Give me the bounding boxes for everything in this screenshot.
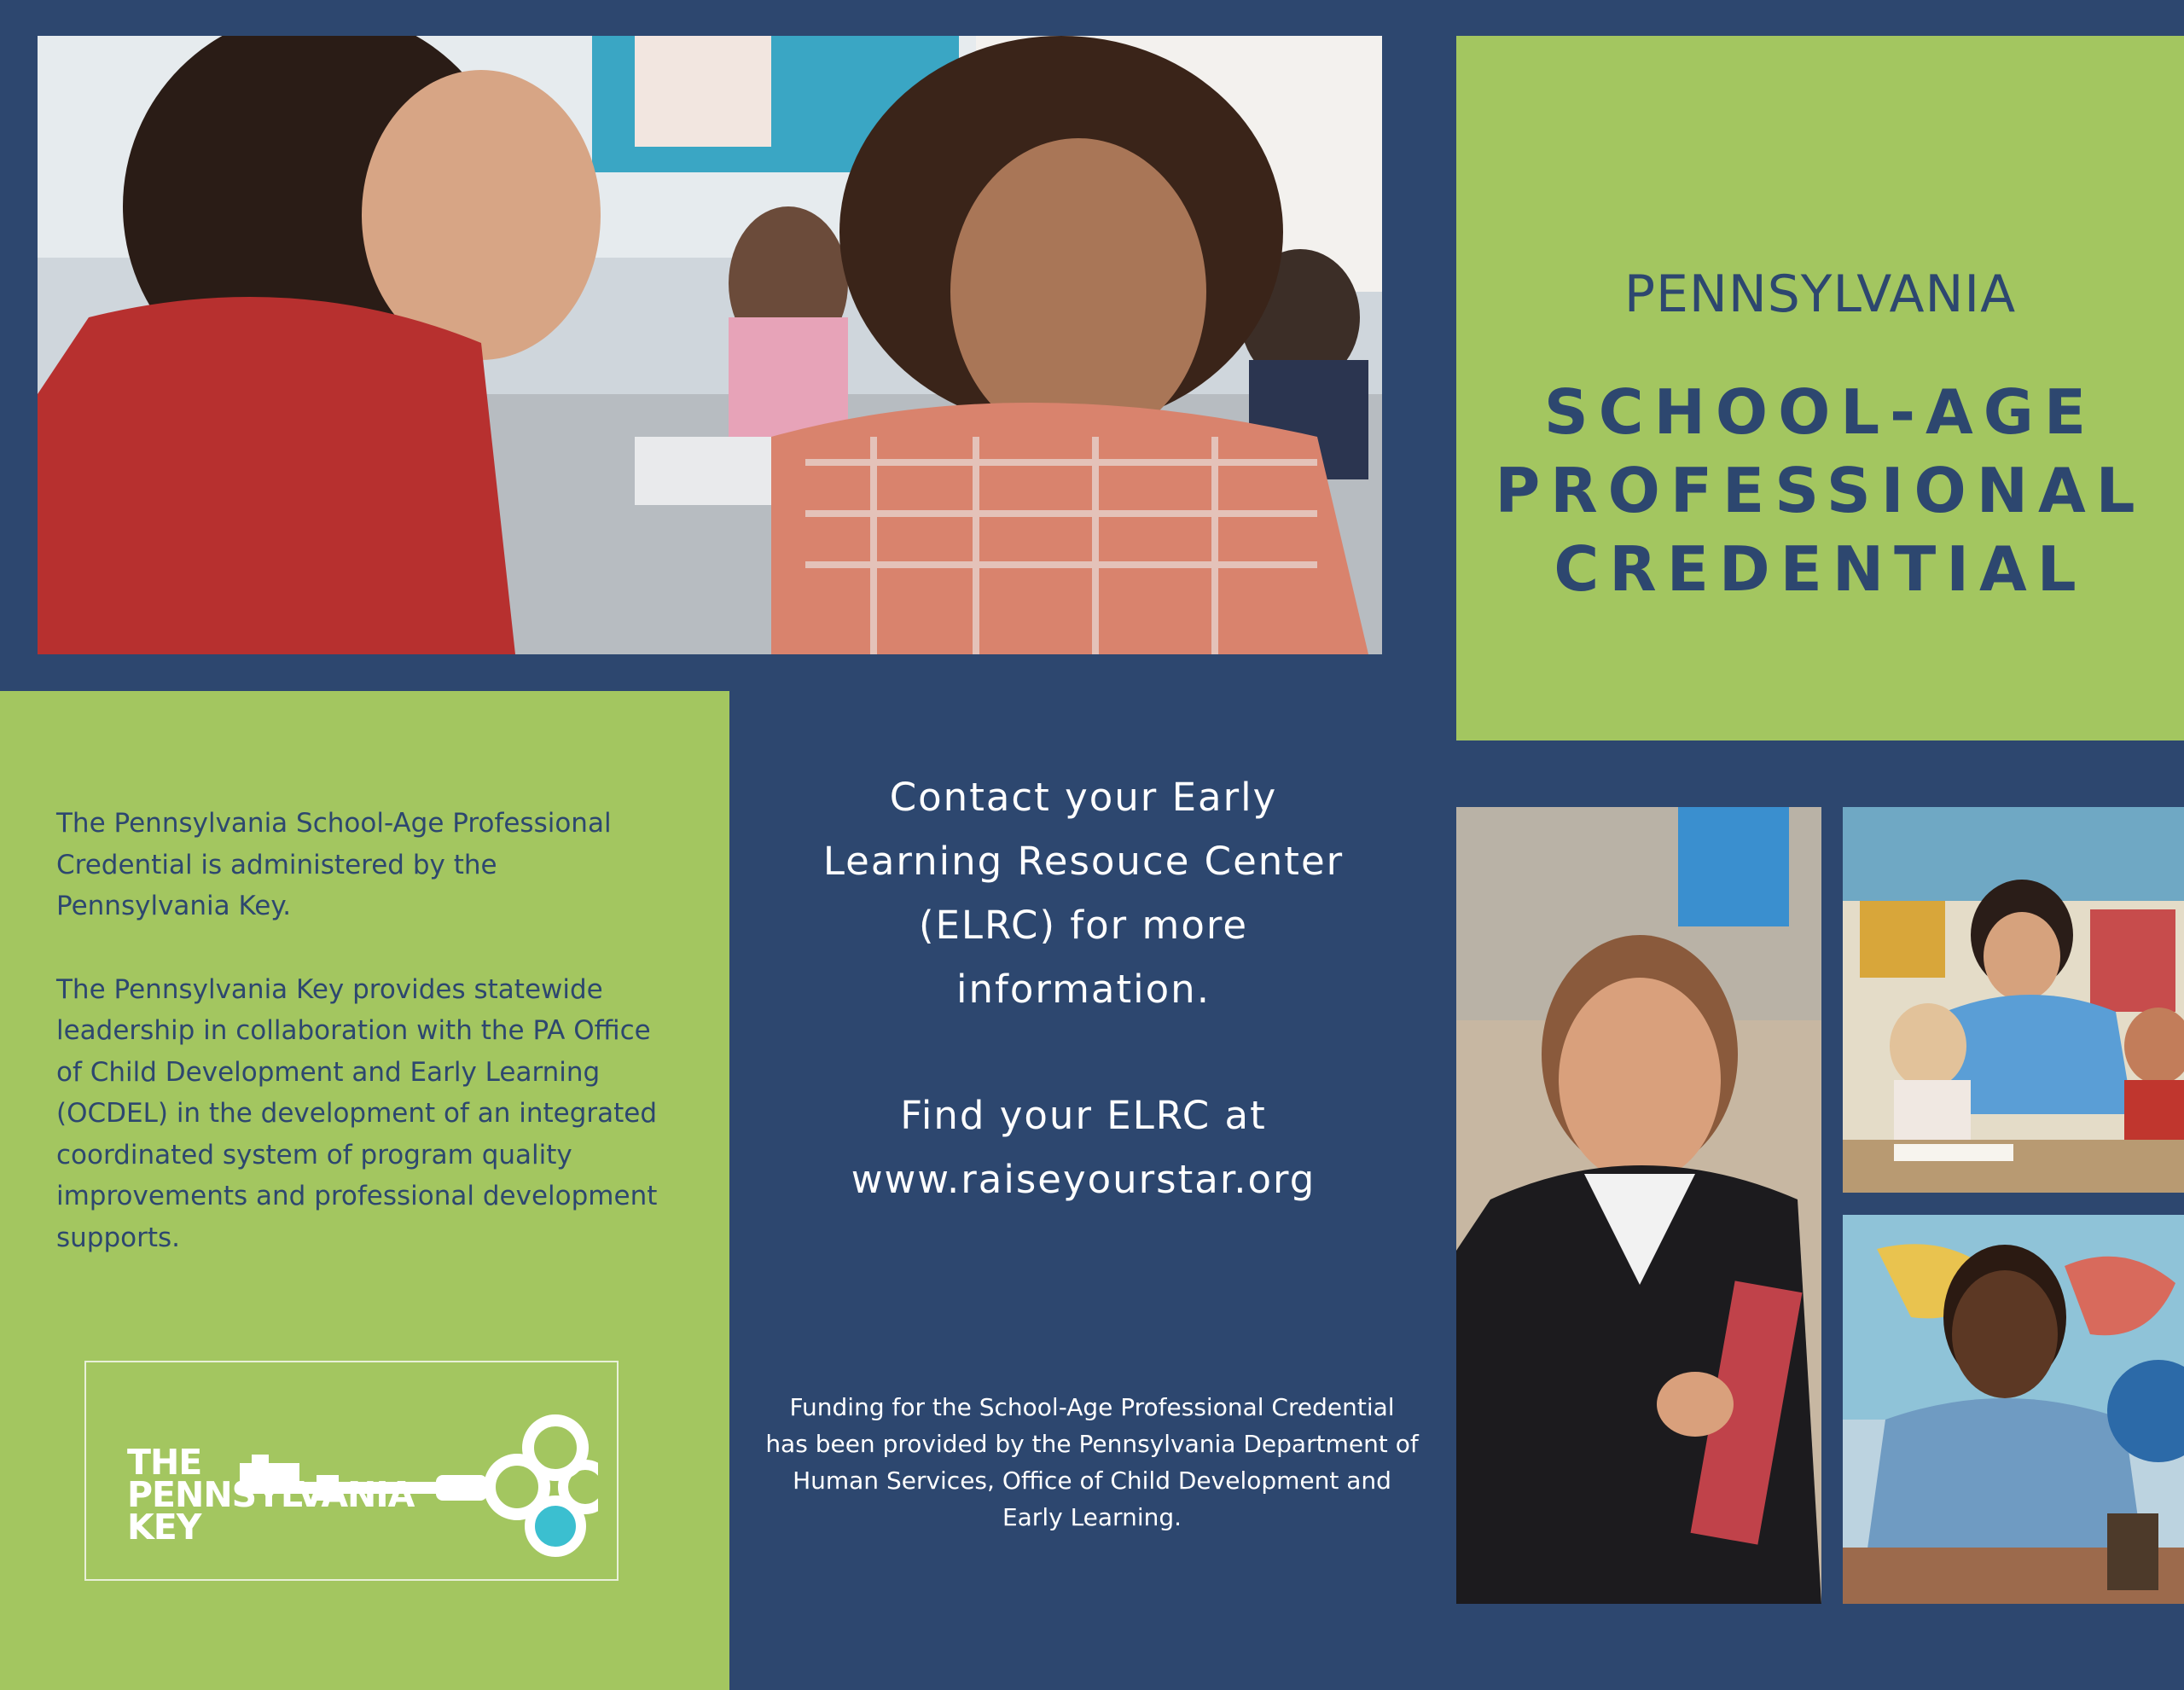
info-paragraph-2: The Pennsylvania Key provides statewide leadership in collaboration with the PA Office of Child Development and Early Learning (OCDEL) in the development of an integrated coordinated system of program quality improvements and professional development supports. bbox=[56, 973, 658, 1253]
contact-line-2: Learning Resouce Center bbox=[822, 839, 1345, 884]
state-name: PENNSYLVANIA bbox=[1623, 264, 2017, 324]
info-panel bbox=[0, 691, 729, 1690]
classroom-reading-photo bbox=[1843, 807, 2184, 1193]
funding-line-2: has been provided by the Pennsylvania Department of bbox=[765, 1430, 1419, 1458]
credential-title bbox=[1456, 373, 2184, 608]
contact-line-4: information. bbox=[956, 967, 1211, 1012]
title-line-1: SCHOOL-AGE bbox=[1543, 376, 2097, 448]
find-line-1: Find your ELRC at bbox=[900, 1093, 1267, 1138]
teacher-woman-photo bbox=[1456, 807, 1821, 1604]
teacher-girl-photo bbox=[38, 36, 1382, 654]
title-line-2: PROFESSIONAL bbox=[1495, 455, 2146, 526]
logo-line-1: THE bbox=[127, 1442, 202, 1483]
info-paragraph-1: The Pennsylvania School-Age Professional Credential is administered by the Pennsylvania Key. bbox=[56, 808, 612, 921]
title-line-3: CREDENTIAL bbox=[1554, 533, 2087, 605]
teacher-man-photo bbox=[1843, 1215, 2184, 1604]
logo-line-2: PENNSYLVANIA bbox=[127, 1474, 415, 1515]
funding-line-1: Funding for the School-Age Professional Credential bbox=[789, 1393, 1395, 1421]
funding-statement bbox=[751, 1389, 1433, 1536]
title-panel bbox=[1456, 36, 2184, 740]
contact-line-3: (ELRC) for more bbox=[918, 903, 1249, 948]
contact-line-1: Contact your Early bbox=[889, 775, 1278, 820]
logo-text bbox=[127, 1442, 415, 1548]
funding-line-3: Human Services, Office of Child Development and bbox=[793, 1466, 1391, 1495]
info-text bbox=[56, 803, 671, 1300]
website-link[interactable]: www.raiseyourstar.org bbox=[851, 1157, 1316, 1202]
logo-line-3: KEY bbox=[127, 1507, 201, 1548]
pennsylvania-key-logo bbox=[84, 1361, 619, 1581]
find-elrc-text bbox=[742, 1083, 1425, 1211]
funding-line-4: Early Learning. bbox=[1002, 1503, 1182, 1531]
contact-text bbox=[742, 765, 1425, 1021]
